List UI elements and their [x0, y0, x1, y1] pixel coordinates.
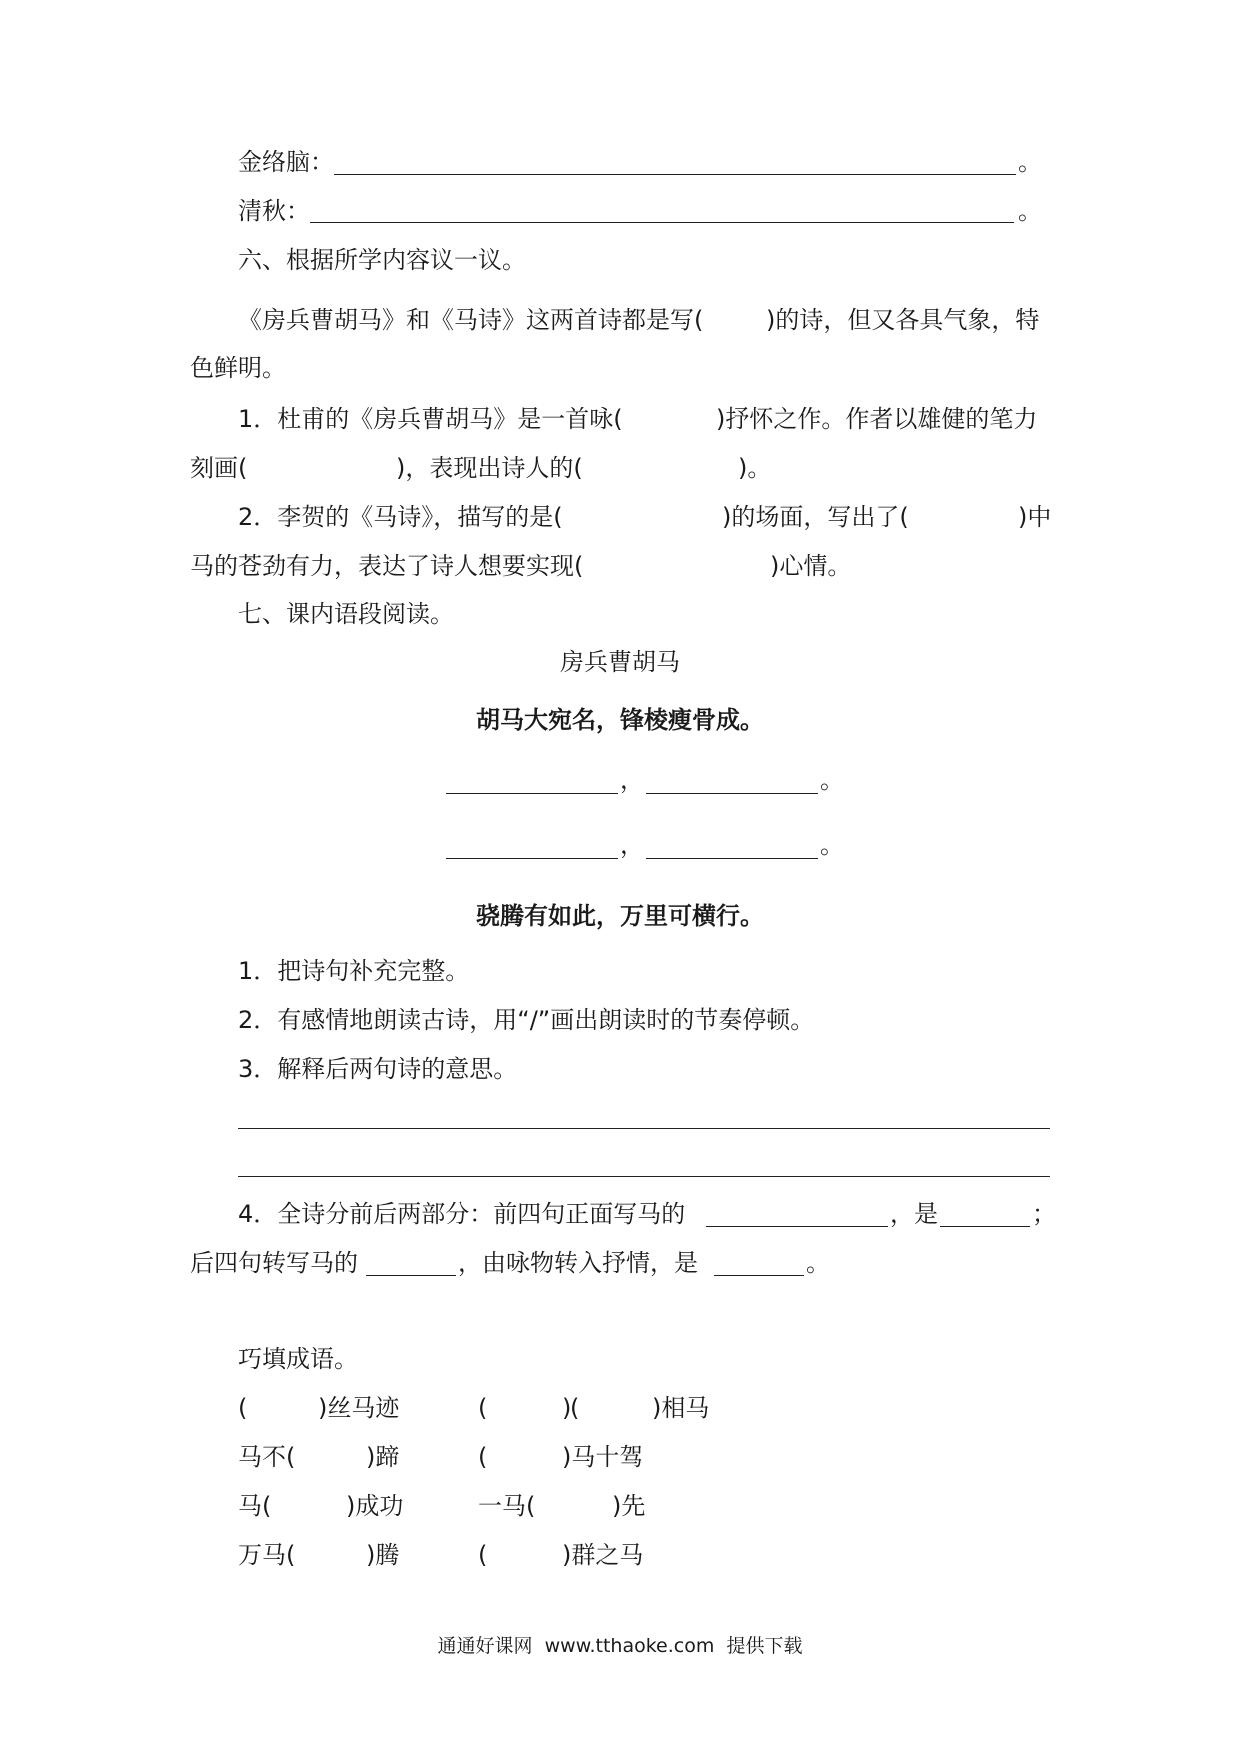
reading-q4-blank-3[interactable] [366, 1275, 456, 1276]
poem-blank-3[interactable] [446, 858, 618, 859]
poem-line-4: 骁腾有如此，万里可横行。 [476, 902, 764, 930]
idiom-3-text-a: 马不( [238, 1443, 296, 1471]
idiom-4-open: ( [478, 1443, 488, 1471]
section-6-title: 六、根据所学内容议一议。 [238, 246, 526, 274]
reading-q3-answer-line-1[interactable] [238, 1128, 1050, 1129]
idiom-5-text-a: 马( [238, 1492, 272, 1520]
reading-q4-blank-4[interactable] [714, 1275, 804, 1276]
idiom-4-text: )马十驾 [562, 1443, 644, 1471]
idiom-2-mid: ) [562, 1394, 572, 1422]
reading-q4-text-c: ； [1032, 1200, 1056, 1228]
idiom-8-open: ( [478, 1541, 488, 1569]
reading-q4-text-b: ，是 [890, 1200, 938, 1228]
poem-blank-4[interactable] [646, 858, 818, 859]
idiom-6-text-b: )先 [612, 1492, 646, 1520]
reading-q1: 1．把诗句补充完整。 [238, 957, 470, 985]
reading-q4-text-d: 后四句转写马的 [190, 1249, 358, 1277]
poem-title: 房兵曹胡马 [560, 648, 680, 676]
idiom-2-text: )相马 [652, 1394, 710, 1422]
idiom-3-text-b: )蹄 [366, 1443, 400, 1471]
poem-period-1: 。 [820, 766, 844, 794]
poem-comma-2: ， [620, 831, 644, 859]
qingqiu-period: 。 [1018, 197, 1042, 225]
q1-text-d: )，表现出诗人的( [396, 454, 583, 482]
footer-text: 通通好课网 www.tthaoke.com 提供下载 [437, 1635, 803, 1657]
q2-text-b: )的场面，写出了( [722, 503, 909, 531]
poem-comma-1: ， [620, 766, 644, 794]
reading-q4-blank-1[interactable] [706, 1226, 888, 1227]
idiom-7-text-a: 万马( [238, 1541, 296, 1569]
sec6-text-a: 《房兵曹胡马》和《马诗》这两首诗都是写( [238, 306, 704, 334]
poem-blank-2[interactable] [646, 793, 818, 794]
reading-q4-text-f: 。 [806, 1249, 830, 1277]
idiom-1-text: )丝马迹 [318, 1394, 400, 1422]
reading-q3-answer-line-2[interactable] [238, 1176, 1050, 1177]
idiom-5-text-b: )成功 [346, 1492, 404, 1520]
reading-q2: 2．有感情地朗读古诗，用“/”画出朗读时的节奏停顿。 [238, 1006, 815, 1034]
jinluonao-label: 金络脑： [238, 148, 334, 176]
q2-text-d: 马的苍劲有力，表达了诗人想要实现( [190, 552, 584, 580]
reading-q3: 3．解释后两句诗的意思。 [238, 1055, 518, 1083]
jinluonao-period: 。 [1018, 148, 1042, 176]
q1-text-e: )。 [738, 454, 772, 482]
qingqiu-label: 清秋： [238, 197, 310, 225]
idiom-1-open: ( [238, 1394, 248, 1422]
reading-q4-blank-2[interactable] [940, 1226, 1030, 1227]
sec6-text-c: 色鲜明。 [190, 354, 286, 382]
idiom-7-text-b: )腾 [366, 1541, 400, 1569]
idiom-6-text-a: 一马( [478, 1492, 536, 1520]
idiom-2-open-b: ( [570, 1394, 580, 1422]
reading-q4-text-e: ，由咏物转入抒情，是 [458, 1249, 698, 1277]
idiom-8-text: )群之马 [562, 1541, 644, 1569]
reading-q4-text-a: 4．全诗分前后两部分：前四句正面写马的 [238, 1200, 686, 1228]
q2-text-e: )心情。 [770, 552, 852, 580]
q2-text-a: 2．李贺的《马诗》，描写的是( [238, 503, 563, 531]
sec6-text-b: )的诗，但又各具气象，特 [766, 306, 1040, 334]
poem-period-2: 。 [820, 831, 844, 859]
q1-text-a: 1．杜甫的《房兵曹胡马》是一首咏( [238, 405, 623, 433]
section-7-title: 七、课内语段阅读。 [238, 600, 454, 628]
jinluonao-answer-line[interactable] [334, 174, 1016, 175]
idiom-2-open: ( [478, 1394, 488, 1422]
poem-blank-1[interactable] [446, 793, 618, 794]
q1-text-c: 刻画( [190, 454, 248, 482]
q2-text-c: )中 [1018, 503, 1052, 531]
q1-text-b: )抒怀之作。作者以雄健的笔力 [716, 405, 1038, 433]
poem-line-1: 胡马大宛名，锋棱瘦骨成。 [476, 706, 764, 734]
qingqiu-answer-underline[interactable] [310, 222, 1014, 223]
idiom-title: 巧填成语。 [238, 1345, 358, 1373]
